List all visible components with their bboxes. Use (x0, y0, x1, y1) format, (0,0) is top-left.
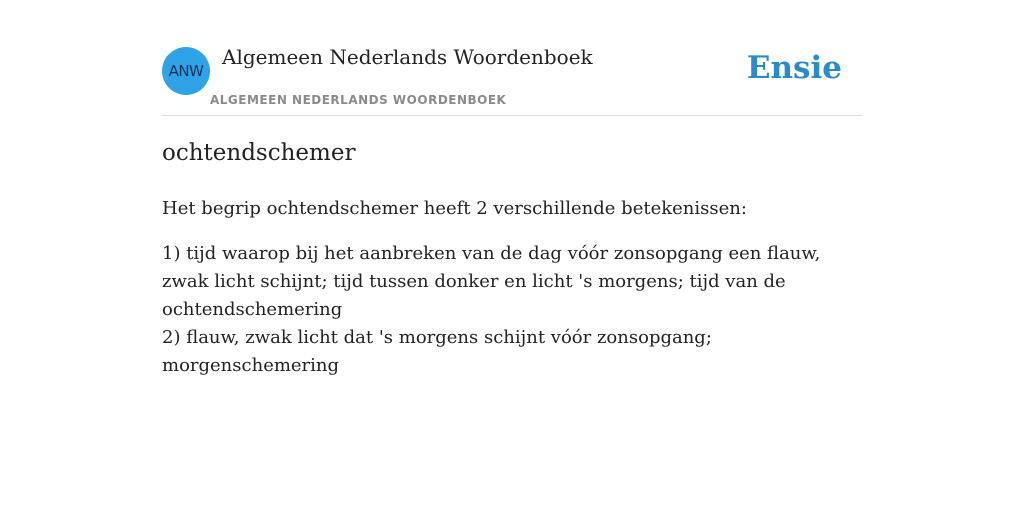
anw-logo[interactable]: ANW (162, 47, 210, 95)
ensie-brand-logo[interactable]: Ensie (746, 50, 842, 86)
entry-intro: Het begrip ochtendschemer heeft 2 verschillende betekenissen: (162, 198, 747, 219)
definition-item-2: 2) flauw, zwak licht dat 's morgens schijnt vóór zonsopgang; morgenschemering (162, 327, 712, 376)
page-container (162, 0, 862, 376)
definitions-list (162, 240, 862, 380)
entry-word-title: ochtendschemer (162, 140, 356, 166)
header (162, 0, 862, 116)
site-subtitle: ALGEMEEN NEDERLANDS WOORDENBOEK (210, 93, 507, 107)
definition-item-1: 1) tijd waarop bij het aanbreken van de dag vóór zonsopgang een flauw, zwak licht schijnt; tijd tussen donker en licht 's morgens; tijd van de ochtendschemering (162, 243, 821, 320)
site-title[interactable]: Algemeen Nederlands Woordenboek (222, 45, 593, 69)
